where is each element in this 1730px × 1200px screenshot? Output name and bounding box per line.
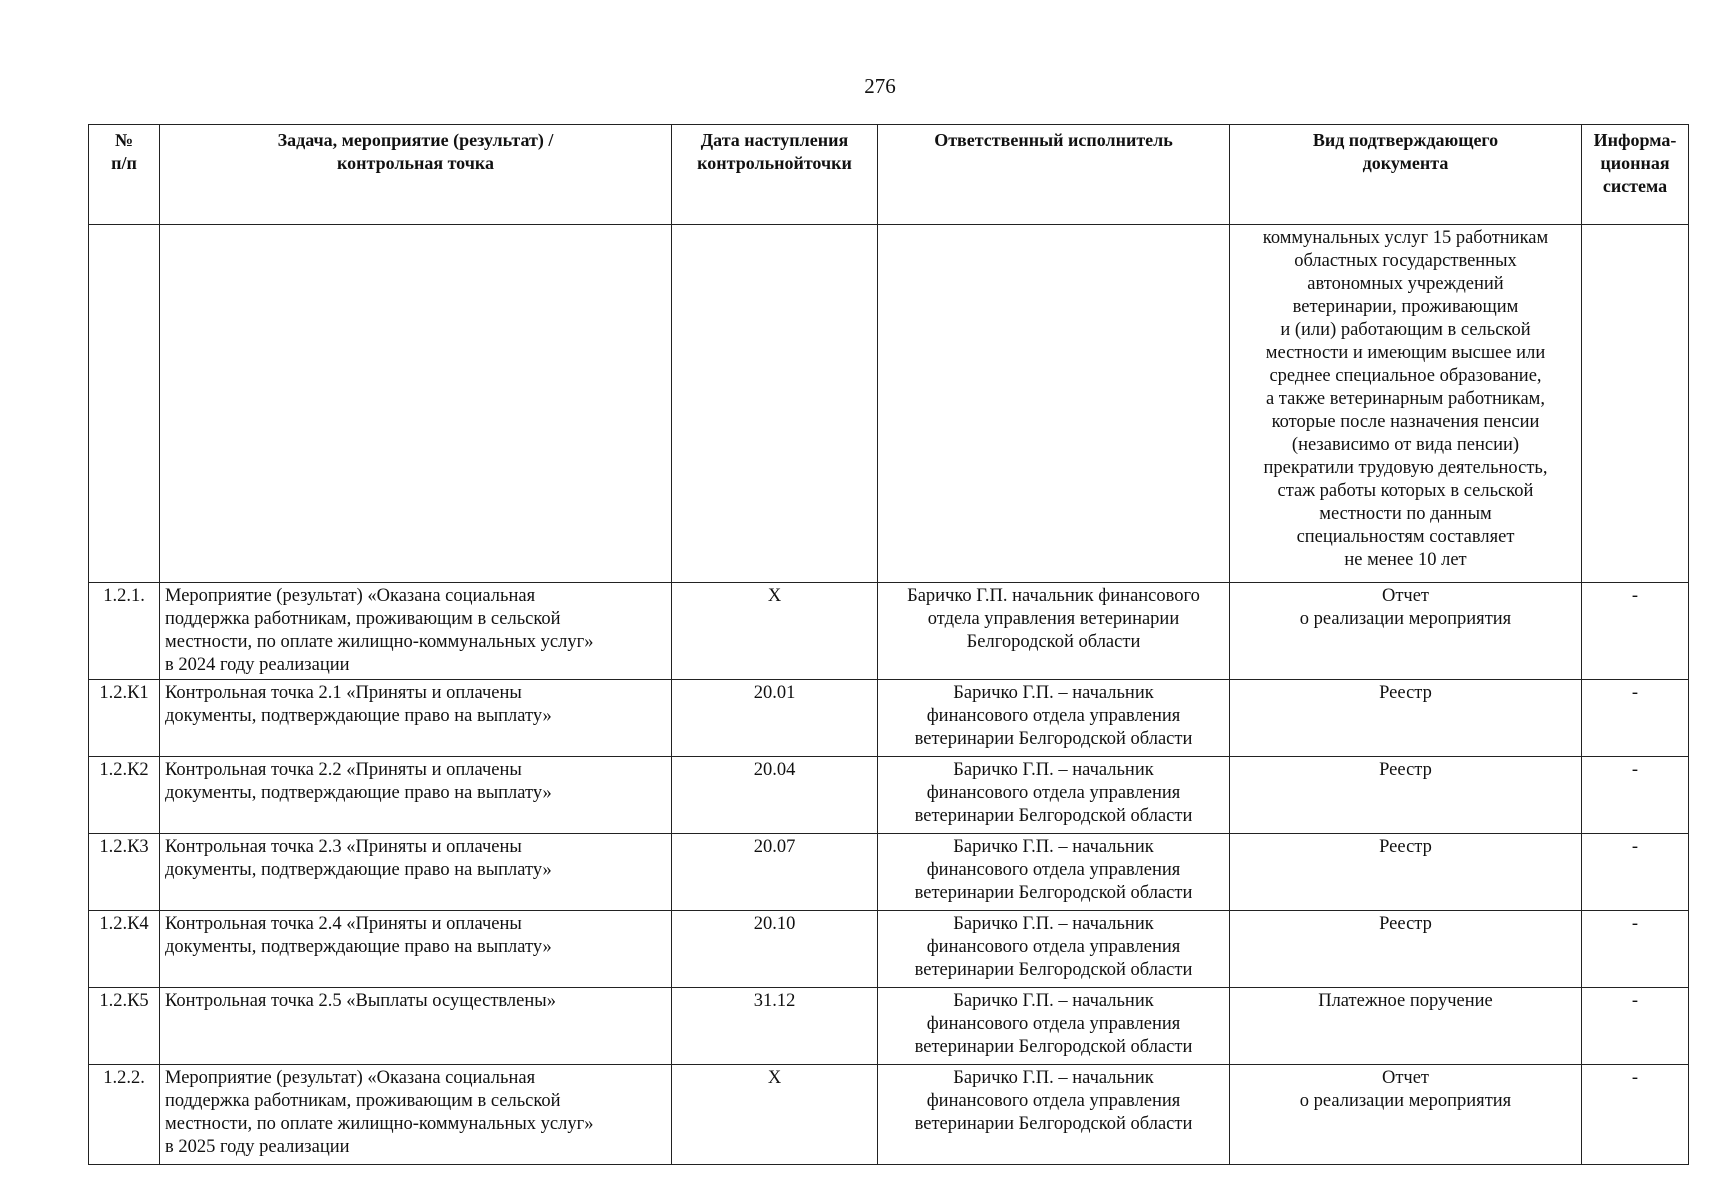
text-line: документы, подтверждающие право на выплату»: [165, 706, 552, 726]
text-line: Баричко Г.П. – начальник: [953, 1068, 1154, 1088]
header-date: [672, 125, 878, 225]
header-num: [89, 125, 160, 225]
cell-document: [1230, 1065, 1582, 1165]
text-line: Белгородской области: [966, 632, 1141, 652]
text-line: и (или) работающим в сельской: [1280, 320, 1531, 340]
text-line: Мероприятие (результат) «Оказана социальная: [165, 586, 536, 606]
text-line: финансового отдела управления: [926, 1091, 1181, 1111]
continuation-row: [89, 225, 1689, 583]
header-responsible: [878, 125, 1230, 225]
cell-responsible: [878, 583, 1230, 680]
text-line: Реестр: [1379, 683, 1432, 703]
cell-system: -: [1582, 757, 1689, 834]
cell-document: [1230, 911, 1582, 988]
cell-document: [1230, 583, 1582, 680]
cell-date: Х: [672, 583, 878, 680]
text-line: Задача, мероприятие (результат) /: [277, 130, 554, 150]
table-row: [89, 757, 1689, 834]
cell-task: [160, 583, 672, 680]
cell-num: 1.2.К1: [89, 680, 160, 757]
text-line: среднее специальное образование,: [1269, 366, 1542, 386]
text-line: Мероприятие (результат) «Оказана социальная: [165, 1068, 536, 1088]
table-row: [89, 834, 1689, 911]
text-line: документа: [1362, 153, 1449, 173]
table-row: [89, 911, 1689, 988]
text-line: Реестр: [1379, 914, 1432, 934]
text-line: местности по данным: [1319, 504, 1492, 524]
text-line: о реализации мероприятия: [1299, 609, 1512, 629]
text-line: №: [114, 130, 134, 150]
cell-responsible: [878, 834, 1230, 911]
text-line: ветеринарии, проживающим: [1292, 297, 1519, 317]
cell-num: 1.2.К5: [89, 988, 160, 1065]
text-line: Контрольная точка 2.1 «Приняты и оплачены: [165, 683, 522, 703]
page-number: 276: [864, 74, 896, 98]
text-line: документы, подтверждающие право на выплату»: [165, 937, 552, 957]
cell-responsible: [878, 911, 1230, 988]
text-line: в 2024 году реализации: [165, 655, 350, 675]
header-document: [1230, 125, 1582, 225]
text-line: специальностям составляет: [1296, 527, 1515, 547]
text-line: Реестр: [1379, 760, 1432, 780]
cell-responsible: [878, 988, 1230, 1065]
cell-date: 20.04: [672, 757, 878, 834]
table-row: [89, 988, 1689, 1065]
text-line: ветеринарии Белгородской области: [914, 883, 1193, 903]
cell-task: [160, 225, 672, 583]
cell-num: 1.2.1.: [89, 583, 160, 680]
text-line: Контрольная точка 2.3 «Приняты и оплачены: [165, 837, 522, 857]
cell-date: 31.12: [672, 988, 878, 1065]
cell-system: [1582, 225, 1689, 583]
cell-num: 1.2.К2: [89, 757, 160, 834]
text-line: Контрольная точка 2.5 «Выплаты осуществлены»: [165, 991, 556, 1011]
text-line: финансового отдела управления: [926, 783, 1181, 803]
cell-num: 1.2.2.: [89, 1065, 160, 1165]
cell-task: [160, 680, 672, 757]
text-line: ветеринарии Белгородской области: [914, 1037, 1193, 1057]
text-line: ветеринарии Белгородской области: [914, 960, 1193, 980]
cell-system: -: [1582, 583, 1689, 680]
text-line: п/п: [111, 153, 137, 173]
table-row: [89, 583, 1689, 680]
cell-system: -: [1582, 988, 1689, 1065]
text-line: Реестр: [1379, 837, 1432, 857]
text-line: ветеринарии Белгородской области: [914, 806, 1193, 826]
text-line: Контрольная точка 2.2 «Приняты и оплачены: [165, 760, 522, 780]
cell-document: [1230, 834, 1582, 911]
text-line: прекратили трудовую деятельность,: [1263, 458, 1548, 478]
text-line: ционная: [1600, 153, 1670, 173]
text-line: Ответственный исполнитель: [934, 130, 1173, 150]
text-line: поддержка работникам, проживающим в сельской: [165, 609, 561, 629]
cell-system: -: [1582, 1065, 1689, 1165]
text-line: автономных учреждений: [1307, 274, 1504, 294]
cell-document: [1230, 225, 1582, 583]
cell-num: 1.2.К3: [89, 834, 160, 911]
table-row: [89, 680, 1689, 757]
cell-system: -: [1582, 680, 1689, 757]
cell-date: Х: [672, 1065, 878, 1165]
text-line: Баричко Г.П. – начальник: [953, 991, 1154, 1011]
cell-date: 20.10: [672, 911, 878, 988]
text-line: (независимо от вида пенсии): [1291, 435, 1520, 455]
text-line: Баричко Г.П. – начальник: [953, 760, 1154, 780]
text-line: о реализации мероприятия: [1299, 1091, 1512, 1111]
cell-date: 20.01: [672, 680, 878, 757]
text-line: контрольнойточки: [697, 153, 852, 173]
cell-responsible: [878, 225, 1230, 583]
text-line: Платежное поручение: [1318, 991, 1493, 1011]
cell-task: [160, 988, 672, 1065]
text-line: местности, по оплате жилищно-коммунальных услуг»: [165, 632, 594, 652]
text-line: финансового отдела управления: [926, 1014, 1181, 1034]
text-line: финансового отдела управления: [926, 860, 1181, 880]
cell-task: [160, 911, 672, 988]
text-line: Дата наступления: [700, 130, 849, 150]
cell-document: [1230, 680, 1582, 757]
text-line: ветеринарии Белгородской области: [914, 1114, 1193, 1134]
text-line: местности и имеющим высшее или: [1265, 343, 1546, 363]
text-line: Баричко Г.П. – начальник: [953, 914, 1154, 934]
table-header-row: [89, 125, 1689, 225]
cell-num: 1.2.К4: [89, 911, 160, 988]
text-line: которые после назначения пенсии: [1271, 412, 1540, 432]
cell-date: 20.07: [672, 834, 878, 911]
cell-num: [89, 225, 160, 583]
cell-responsible: [878, 680, 1230, 757]
cell-task: [160, 757, 672, 834]
text-line: финансового отдела управления: [926, 706, 1181, 726]
cell-responsible: [878, 1065, 1230, 1165]
text-line: в 2025 году реализации: [165, 1137, 350, 1157]
cell-task: [160, 834, 672, 911]
control-points-table: [88, 124, 1689, 1165]
cell-document: [1230, 757, 1582, 834]
text-line: Баричко Г.П. – начальник: [953, 683, 1154, 703]
text-line: Отчет: [1381, 586, 1430, 606]
text-line: не менее 10 лет: [1344, 550, 1467, 570]
text-line: Отчет: [1381, 1068, 1430, 1088]
text-line: поддержка работникам, проживающим в сельской: [165, 1091, 561, 1111]
text-line: а также ветеринарным работникам,: [1265, 389, 1546, 409]
text-line: Информа-: [1593, 130, 1677, 150]
header-system: [1582, 125, 1689, 225]
text-line: Вид подтверждающего: [1312, 130, 1499, 150]
text-line: система: [1602, 176, 1668, 196]
text-line: документы, подтверждающие право на выплату»: [165, 860, 552, 880]
text-line: местности, по оплате жилищно-коммунальных услуг»: [165, 1114, 594, 1134]
cell-document: [1230, 988, 1582, 1065]
text-line: областных государственных: [1294, 251, 1517, 271]
text-line: документы, подтверждающие право на выплату»: [165, 783, 552, 803]
text-line: Баричко Г.П. – начальник: [953, 837, 1154, 857]
text-line: ветеринарии Белгородской области: [914, 729, 1193, 749]
cell-task: [160, 1065, 672, 1165]
text-line: финансового отдела управления: [926, 937, 1181, 957]
table-row: [89, 1065, 1689, 1165]
text-line: стаж работы которых в сельской: [1277, 481, 1534, 501]
cell-system: -: [1582, 911, 1689, 988]
cell-responsible: [878, 757, 1230, 834]
cell-system: -: [1582, 834, 1689, 911]
header-task: [160, 125, 672, 225]
text-line: Контрольная точка 2.4 «Приняты и оплачены: [165, 914, 522, 934]
cell-date: [672, 225, 878, 583]
text-line: Баричко Г.П. начальник финансового: [907, 586, 1200, 606]
text-line: отдела управления ветеринарии: [927, 609, 1180, 629]
text-line: контрольная точка: [337, 153, 494, 173]
text-line: коммунальных услуг 15 работникам: [1262, 228, 1549, 248]
